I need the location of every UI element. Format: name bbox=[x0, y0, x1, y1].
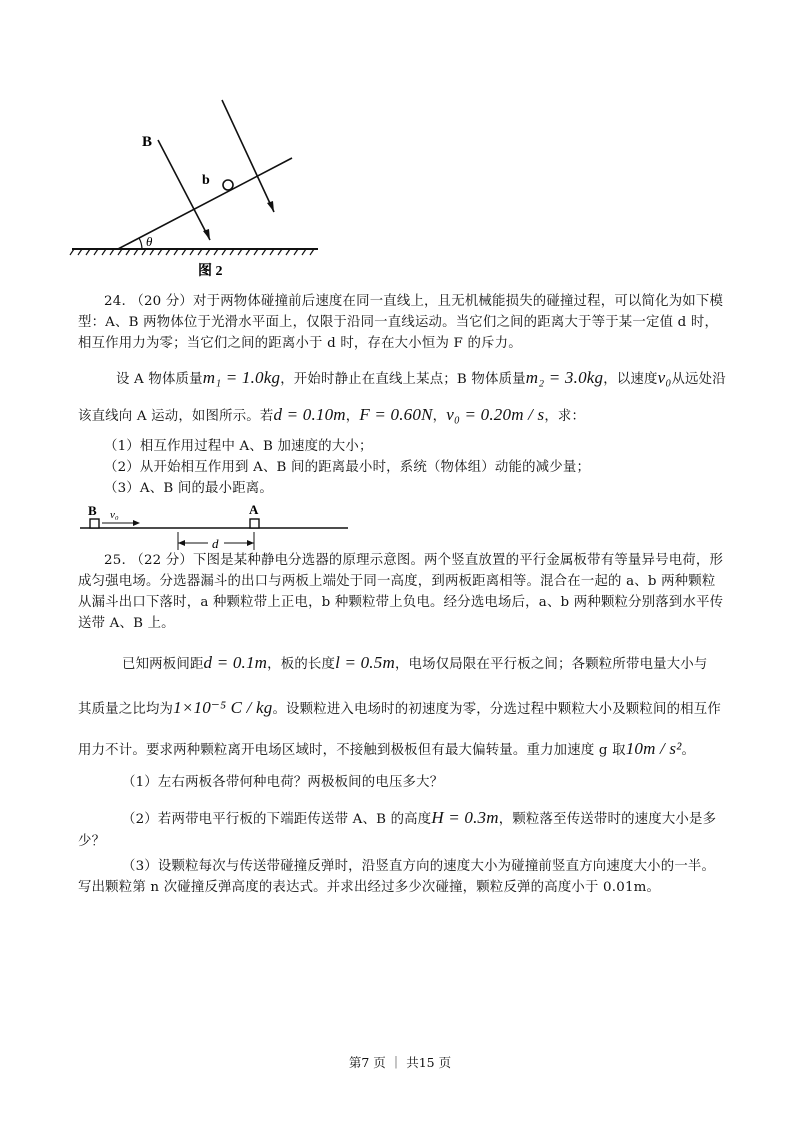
q24-mass-m2: m₂ = 3.0kg bbox=[525, 368, 604, 387]
q25-line-5-a: 已知两板间距 bbox=[122, 657, 204, 672]
q25-l-value: l = 0.5m bbox=[335, 653, 395, 672]
q24-line-4-a: 设 A 物体质量 bbox=[116, 372, 203, 387]
q24-line-5-a: 该直线向 A 运动，如图所示。若 bbox=[78, 409, 274, 424]
q25-line-5-b: ，板的长度 bbox=[267, 657, 336, 672]
figure-2-caption: 图 2 bbox=[198, 264, 223, 279]
q25-line-7-b: 。 bbox=[681, 743, 696, 758]
q25-sub-1: （1）左右两板各带何种电荷？两极板间的电压多大？ bbox=[122, 775, 444, 790]
figure-q24-blocks bbox=[78, 500, 358, 558]
q24-line-5: 该直线向 A 运动，如图所示。若d = 0.10m，F = 0.60N，v₀ = 0.20m / s，求： bbox=[78, 405, 586, 424]
q25-line-3: 从漏斗出口下落时，a 种颗粒带上正电，b 种颗粒带上负电。经分选电场后，a、b 两种颗粒分别落到水平传 bbox=[78, 595, 724, 610]
q25-line-2: 成匀强电场。分选器漏斗的出口与两板上端处于同一高度，到两板距离相等。混合在一起的 a、b 两种颗粒 bbox=[78, 574, 716, 589]
q24-line-2: 型：A、B 两物体位于光滑水平面上，仅限于沿同一直线运动。当它们之间的距离大于等于某一定值 d 时， bbox=[78, 315, 719, 330]
velocity-arrow-head bbox=[133, 520, 140, 526]
q24-sub-3: （3）A、B 间的最小距离。 bbox=[104, 481, 273, 496]
q25-line-5-c: ，电场仅局限在平行板之间；各颗粒所带电量大小与 bbox=[394, 657, 708, 672]
q24-line-4-d: 从远处沿 bbox=[671, 372, 726, 387]
dim-arrow-left bbox=[178, 540, 185, 546]
q25-line-7-a: 用力不计。要求两种颗粒离开电场区域时，不接触到极板但有最大偏转量。重力加速度 g 取 bbox=[78, 743, 626, 758]
q25-sub-2-b: ，颗粒落至传送带时的速度大小是多 bbox=[498, 812, 717, 827]
q24-d-value: d = 0.10m bbox=[273, 405, 346, 424]
q24-line-5-b: ，求： bbox=[544, 409, 586, 424]
q24-sub-2: （2）从开始相互作用到 A、B 间的距离最小时，系统（物体组）动能的减少量； bbox=[104, 460, 591, 475]
figure-2-incline bbox=[60, 92, 380, 282]
label-theta: θ bbox=[146, 234, 153, 249]
label-b: b bbox=[202, 173, 210, 188]
q25-line-5 bbox=[122, 653, 708, 675]
q24-F-value: F = 0.60N bbox=[359, 405, 433, 424]
block-B bbox=[90, 519, 99, 528]
block-A bbox=[250, 519, 259, 528]
q24-line-3: 相互作用力为零；当它们之间的距离小于 d 时，存在大小恒为 F 的斥力。 bbox=[78, 336, 522, 351]
arrow-head-right bbox=[267, 201, 274, 212]
q25-line-6 bbox=[78, 698, 721, 720]
label-d: d bbox=[212, 536, 219, 551]
q24-mass-m1: m₁ = 1.0kg bbox=[202, 368, 281, 387]
q25-d-value: d = 0.1m bbox=[203, 653, 268, 672]
arrow-head-left bbox=[203, 229, 210, 240]
q25-g-value: 10m / s² bbox=[625, 739, 682, 758]
q25-sub-2 bbox=[122, 808, 716, 830]
field-line-left bbox=[158, 140, 210, 240]
q24-line-1: 24. （20 分）对于两物体碰撞前后速度在同一直线上，且无机械能损失的碰撞过程，可以简化为如下模 bbox=[104, 294, 724, 309]
q24-sub-1: （1）相互作用过程中 A、B 加速度的大小； bbox=[104, 439, 373, 454]
dim-arrow-right bbox=[247, 540, 254, 546]
theta-arc bbox=[139, 238, 142, 249]
label-v0: v₀ bbox=[110, 509, 119, 521]
q25-ratio: 1×10⁻⁵ C / kg bbox=[173, 698, 273, 717]
q25-H-value: H = 0.3m bbox=[431, 808, 499, 827]
particle-b bbox=[223, 180, 233, 190]
q25-sub-3: （3）设颗粒每次与传送带碰撞反弹时，沿竖直方向的速度大小为碰撞前竖直方向速度大小的一半。 bbox=[122, 859, 716, 874]
label-B: B bbox=[142, 134, 153, 150]
q24-v0-value: v₀ = 0.20m / s bbox=[446, 405, 545, 424]
q24-line-4-c: ，以速度 bbox=[603, 372, 658, 387]
incline-line bbox=[118, 158, 292, 249]
page-footer: 第7 页 ｜ 共15 页 bbox=[348, 1055, 452, 1070]
q25-line-4: 送带 A、B 上。 bbox=[78, 616, 175, 631]
field-line-right bbox=[222, 100, 274, 212]
q25-line-6-b: 。设颗粒进入电场时的初速度为零，分选过程中颗粒大小及颗粒间的相互作 bbox=[272, 702, 721, 717]
label-block-B: B bbox=[88, 503, 97, 518]
q24-v0: v₀ bbox=[657, 368, 672, 387]
q25-line-6-a: 其质量之比均为 bbox=[78, 702, 174, 717]
q24-line-4 bbox=[116, 368, 726, 390]
q25-line-1: 25. （22 分）下图是某种静电分选器的原理示意图。两个竖直放置的平行金属板带有等量异号电荷，形 bbox=[104, 553, 724, 568]
q25-sub-2-cont: 少？ bbox=[78, 834, 106, 849]
label-block-A: A bbox=[249, 502, 259, 517]
q25-line-7 bbox=[78, 739, 695, 761]
q25-sub-2-a: （2）若两带电平行板的下端距传送带 A、B 的高度 bbox=[122, 812, 432, 827]
q25-sub-3-cont: 写出颗粒第 n 次碰撞反弹高度的表达式。并求出经过多少次碰撞，颗粒反弹的高度小于 0.01m。 bbox=[78, 880, 661, 895]
q24-line-4-b: ，开始时静止在直线上某点；B 物体质量 bbox=[280, 372, 526, 387]
